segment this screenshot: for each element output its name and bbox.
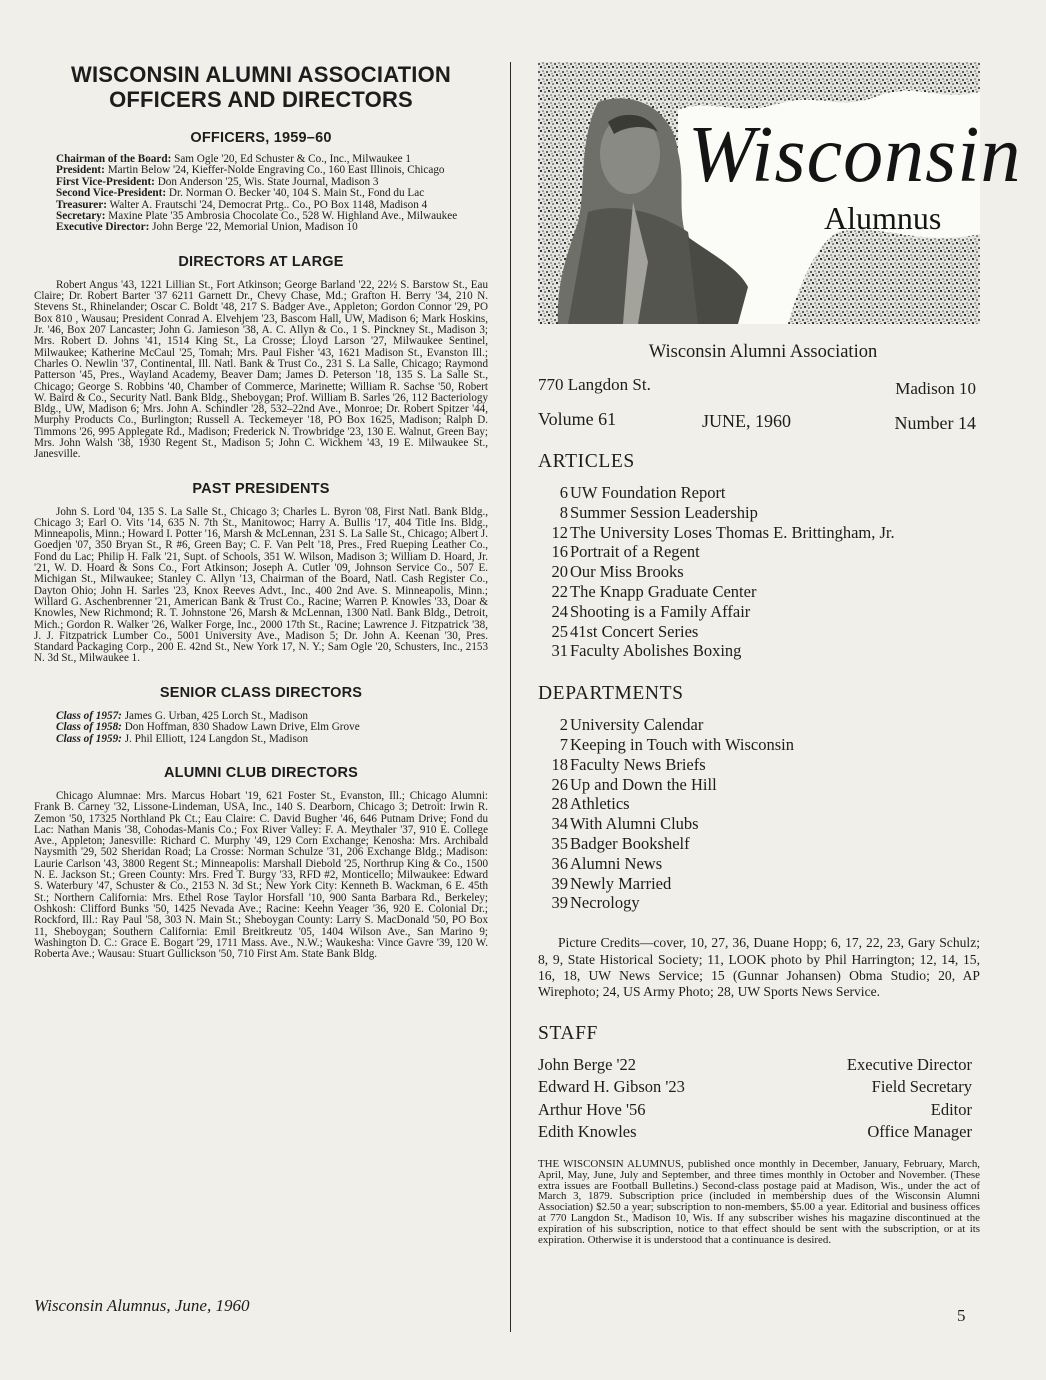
staff-heading: STAFF	[538, 1022, 598, 1044]
toc-title: Athletics	[570, 794, 630, 814]
toc-page-number: 2	[559, 715, 568, 735]
toc-title: Alumni News	[570, 853, 663, 873]
officer-details: Maxine Plate '35 Ambrosia Chocolate Co., 528 W. Highland Ave., Milwaukee	[105, 210, 458, 223]
toc-page-number: 39	[551, 873, 568, 893]
toc-title: Portrait of a Regent	[570, 542, 700, 562]
staff-name: Edward H. Gibson '23	[538, 1077, 685, 1097]
title-line-2: OFFICERS AND DIRECTORS	[109, 87, 413, 112]
toc-title: Summer Session Leadership	[570, 502, 758, 522]
toc-title: Faculty Abolishes Boxing	[570, 641, 742, 661]
officer-details: John Berge '22, Memorial Union, Madison 10	[149, 221, 358, 234]
toc-entry	[538, 715, 980, 735]
left-column	[34, 62, 488, 960]
association-name: Wisconsin Alumni Association	[648, 342, 878, 362]
directors-section	[34, 254, 488, 461]
officer-details: Martin Below '24, Kieffer-Nolde Engraving Co., 160 East Illinois, Chicago	[104, 164, 445, 177]
toc-title: University Calendar	[570, 715, 704, 735]
toc-entry	[538, 893, 980, 913]
toc-title: Shooting is a Family Affair	[570, 601, 751, 621]
toc-entry	[538, 814, 980, 834]
toc-page-number: 20	[551, 562, 568, 582]
toc-title: The Knapp Graduate Center	[570, 581, 757, 601]
toc-page-number: 35	[551, 833, 568, 853]
toc-entry	[538, 641, 980, 661]
toc-entry	[538, 735, 980, 755]
staff-name: Edith Knowles	[538, 1122, 637, 1142]
toc-page-number: 36	[551, 853, 568, 873]
toc-title: Newly Married	[570, 873, 672, 893]
directors-heading: DIRECTORS AT LARGE	[178, 253, 344, 270]
toc-page-number: 25	[551, 621, 568, 641]
toc-entry	[538, 483, 980, 503]
page-title	[34, 62, 488, 112]
masthead	[538, 62, 1022, 324]
senior-director: James G. Urban, 425 Lorch St., Madison	[121, 709, 309, 722]
class-year-label: Class of 1959:	[56, 732, 122, 745]
toc-page-number: 39	[551, 893, 568, 913]
toc-title: The University Loses Thomas E. Brittingham, Jr.	[570, 522, 895, 542]
senior-director: J. Phil Elliott, 124 Langdon St., Madison	[121, 732, 309, 745]
staff-name: John Berge '22	[538, 1054, 636, 1074]
toc-title: 41st Concert Series	[570, 621, 699, 641]
title-line-1: WISCONSIN ALUMNI ASSOCIATION	[71, 62, 451, 87]
toc-entry	[538, 834, 980, 854]
officer-role: Treasurer:	[56, 198, 107, 211]
officer-role: First Vice-President:	[56, 175, 155, 188]
toc-page-number: 7	[559, 734, 568, 754]
toc-page-number: 22	[551, 581, 568, 601]
senior-class-list	[34, 711, 488, 745]
toc-title: Faculty News Briefs	[570, 754, 706, 774]
toc-page-number: 12	[551, 522, 568, 542]
officer-role: President:	[56, 164, 105, 177]
issue-date: JUNE, 1960	[702, 411, 791, 431]
toc-title: Up and Down the Hill	[570, 774, 717, 794]
officer-role: Secretary:	[56, 210, 106, 223]
officers-section	[34, 130, 488, 234]
street-address: 770 Langdon St.	[538, 375, 651, 394]
toc-title: Necrology	[570, 893, 640, 913]
toc-page-number: 26	[551, 774, 568, 794]
past-presidents-section	[34, 481, 488, 665]
officer-details: Dr. Norman O. Becker '40, 104 S. Main St., Fond du Lac	[166, 187, 425, 200]
toc-page-number: 24	[551, 601, 568, 621]
staff-entry	[538, 1100, 980, 1123]
officer-details: Walter A. Frautschi '24, Democrat Prtg.. Co., PO Box 1148, Madison 4	[106, 198, 428, 211]
departments-heading: DEPARTMENTS	[538, 683, 684, 705]
senior-class-entry	[34, 734, 488, 745]
page-number: 5	[957, 1306, 966, 1325]
picture-credits: Picture Credits—cover, 10, 27, 36, Duane Hopp; 6, 17, 22, 23, Gary Schulz; 8, 9, State Historical Society; 11, LOOK photo by Phil Harrington; 12, 14, 15, 16, 18, UW News Service; 15 (Gunnar Johansen) Obma Studio; 20, AP Wirephoto; 24, US Army Photo; 28, UW Sports News Service.	[538, 935, 980, 1000]
toc-page-number: 18	[551, 754, 568, 774]
class-year-label: Class of 1958:	[56, 721, 122, 734]
officers-heading: OFFICERS, 1959–60	[190, 130, 332, 146]
staff-role: Office Manager	[867, 1122, 972, 1142]
toc-page-number: 34	[551, 814, 568, 834]
footer-issue-line: Wisconsin Alumnus, June, 1960	[34, 1296, 250, 1315]
staff-role: Executive Director	[846, 1054, 972, 1074]
staff-name: Arthur Hove '56	[538, 1099, 646, 1119]
toc-entry	[538, 622, 980, 642]
senior-class-section	[34, 685, 488, 745]
officer-details: Don Anderson '25, Wis. State Journal, Madison 3	[154, 175, 379, 188]
club-directors-heading: ALUMNI CLUB DIRECTORS	[163, 764, 359, 781]
toc-entry	[538, 854, 980, 874]
toc-page-number: 16	[551, 542, 568, 562]
toc-entry	[538, 755, 980, 775]
publication-info: THE WISCONSIN ALUMNUS, published once monthly in December, January, February, March, April, May, June, July and September, and three times monthly in October and November. (These extra issues are Football Bulletins.) Second-class postage paid at Madison, Wis., under the act of March 3, 1879. Subscription price (included in membership dues of the Wisconsin Alumni Association) $2.50 a year; subscription to non-members, $5.00 a year. Editorial and business offices at 770 Langdon St., Madison 10, Wis. If any subscriber wishes his magazine discontinued at the expiration of his subscription, notice to that effect should be sent with the subscription, or at its expiration. Otherwise it is understood that a continuance is desired.	[538, 1157, 980, 1247]
officer-role: Executive Director:	[56, 221, 150, 234]
column-divider	[510, 62, 511, 1332]
articles-list	[538, 483, 980, 661]
senior-class-heading: SENIOR CLASS DIRECTORS	[159, 684, 363, 701]
address-line	[538, 369, 980, 398]
staff-list	[538, 1055, 980, 1145]
past-presidents-heading: PAST PRESIDENTS	[192, 480, 330, 497]
officers-list	[34, 154, 488, 234]
toc-entry	[538, 503, 980, 523]
right-column	[538, 62, 1022, 1257]
articles-heading: ARTICLES	[538, 451, 635, 472]
toc-title: UW Foundation Report	[570, 483, 726, 502]
departments-list	[538, 715, 980, 913]
senior-director: Don Hoffman, 830 Shadow Lawn Drive, Elm Grove	[121, 721, 360, 734]
toc-entry	[538, 794, 980, 814]
toc-entry	[538, 542, 980, 562]
city-address: Madison 10	[895, 379, 976, 398]
volume: Volume 61	[538, 409, 617, 429]
officer-entry	[34, 222, 488, 233]
masthead-subtitle: Alumnus	[824, 200, 942, 236]
toc-page-number: 8	[559, 502, 568, 522]
toc-entry	[538, 602, 980, 622]
officer-details: Sam Ogle '20, Ed Schuster & Co., Inc., Milwaukee 1	[171, 153, 412, 165]
toc-title: With Alumni Clubs	[570, 814, 699, 834]
club-directors-section	[34, 765, 488, 960]
past-presidents-text: John S. Lord '04, 135 S. La Salle St., Chicago 3; Charles L. Byron '08, First Natl. Bank Bldg., Chicago 3; Earl O. Vits '14, 635 N. 7th St., Manitowoc; Harry A. Bullis '17, 404 Title Ins. Bldg., Minneapolis, Minn.; Howard I. Potter '16, Marsh & McLennan, 231 S. La Salle St., Chicago; Albert J. Goedjen '07, 350 Bryan St., R #6, Green Bay; C. F. Van Pelt '18, Pres., Fred Rueping Leather Co., Fond du Lac; Philip H. Falk '21, Supt. of Schools, 351 W. Wilson, Madison 3; William D. Hoard, Jr. '21, W. D. Hoard & Sons Co., Fort Atkinson; Joseph A. Cutler '09, Johnson Service Co., 507 E. Michigan St., Milwaukee; Stanley C. Allyn '13, Chairman of the Board, Natl. Cash Register Co., Dayton Ohio; John H. Sarles '23, Knox Reeves Advt., Inc., 400 2nd Ave. S. Minneapolis, Minn.; Willard G. Aschenbrenner '21, American Bank & Trust Co., Racine; Warren P. Knowles '33, Doar & Knowles, New Richmond; R. T. Johnstone '26, Marsh & McLennan, 1300 Natl. Bank Bldg., Detroit, Mich.; Gordon R. Walker '26, Walker Forge, Inc., 2000 17th St., Racine; Lawrence J. Fitzpatrick '38, J. J. Fitzpatrick Lumber Co., 5001 University Ave., Madison 5; Dr. John A. Keenan '30, Pres. Standard Packaging Corp., 200 E. 42nd St., New York 17, N. Y.; Sam Ogle '20, Schusters, Inc., 2153 N. 3d St., Milwaukee 1.	[34, 505, 489, 665]
toc-title: Keeping in Touch with Wisconsin	[570, 734, 794, 754]
toc-entry	[538, 775, 980, 795]
staff-entry	[538, 1055, 980, 1078]
issue-line	[538, 399, 980, 433]
toc-page-number: 28	[551, 794, 568, 814]
staff-entry	[538, 1077, 980, 1100]
staff-entry	[538, 1122, 980, 1145]
toc-page-number: 31	[551, 641, 568, 661]
toc-entry	[538, 523, 980, 543]
issue-number: Number 14	[894, 413, 976, 433]
class-year-label: Class of 1957:	[56, 709, 122, 722]
toc-title: Our Miss Brooks	[570, 562, 684, 582]
staff-role: Field Secretary	[871, 1077, 972, 1097]
staff-role: Editor	[930, 1099, 972, 1119]
toc-entry	[538, 562, 980, 582]
toc-title: Badger Bookshelf	[570, 833, 690, 853]
toc-page-number: 6	[559, 483, 568, 502]
toc-entry	[538, 874, 980, 894]
club-directors-text: Chicago Alumnae: Mrs. Marcus Hobart '19, 621 Foster St., Evanston, Ill.; Chicago Alumni: Frank B. Carney '32, Lissone-Lindeman, USA, Inc., 140 S. Dearborn, Chicago 3; Detroit: Irwin R. Zemon '50, 17325 Northland Pk Ct.; Eau Claire: C. David Bugher '46, 646 Putnam Drive; Fond du Lac: Nathan Manis '38, Cohodas-Manis Co.; Fox River Valley: F. A. Meythaler '37, 910 E. College Ave., Appleton; Janesville: Richard C. Murphy '49, 129 Corn Exchange; Kenosha: Mrs. Archibald Naysmith '29, 502 Sheridan Road; La Crosse: Norman Schulze '31, 206 Exchange Bldg.; Madison: Laurie Carlson '43, 3800 Regent St.; Minneapolis: Marshall Diebold '25, Northrup King & Co., 1500 N. E. Jackson St.; Green County: Mrs. Fred T. Burgy '33, RFD #2, Monticello; Milwaukee: Edward S. Waterbury '47, Schuster & Co., 2153 N. 3d St.; New York City: Kenneth B. Wackman, 6 E. 45th St.; Northern California: Mrs. Ethel Rose Taylor Horsfall '10, 900 Santa Barbara Rd., Berkeley; Oshkosh: Clifford Bunks '50, 1425 Nevada Ave.; Racine: Keehn Yeager '36, 920 E. Colonial Dr.; Rockford, Ill.: Ray Paul '58, 303 N. Main St.; Sheboygan County: Larry S. MacDonald '50, PO Box 11, Sheboygan; Southern California: Emil Breitkreutz '05, 1404 Wilson Ave., San Marino 9; Washington D. C.: Grace E. Bogart '29, 1711 Mass. Ave., N.W.; Waukesha: Vince Gavre '39, 120 W. Roberta Ave.; Wausau: Stuart Gullickson '50, 710 First Am. State Bank Bldg.	[34, 789, 488, 961]
directors-text: Robert Angus '43, 1221 Lillian St., Fort Atkinson; George Barland '22, 22½ S. Barstow St., Eau Claire; Dr. Robert Barter '37 6211 Garnett Dr., Chevy Chase, Md.; Grafton H. Berry '34, 210 N. Stevens St., Rhinelander; Oscar C. Boldt '48, 217 S. Badger Ave., Appleton; Gordon Connor '29, PO Box 810 , Wausau; President Conrad A. Elvehjem '23, Bascom Hall, UW, Madison 6; Mark Hoskins, Jr. '46, Box 207 Lancaster; John G. Jamieson '38, A. C. Allyn & Co., 1 S. Pinckney St., Madison 3; Mrs. Robert D. Johns '41, 1514 King St., La Crosse; Lloyd Larson '27, Milwaukee Sentinel, Milwaukee; Katherine McCaul '25, Tomah; Mrs. Paul Fisher '43, 1621 Madison St., Evanston Ill.; Charles O. Newlin '37, Continental, Ill. Natl. Bank & Trust Co., 231 S. La Salle, Chicago; Raymond Patterson '45, Pres., Wayland Academy, Beaver Dam; James D. Peterson '18, 135 S. La Salle St., Chicago; George S. Robbins '40, Chamber of Commerce, Marinette; William R. Sachse '50, Robert W. Baird & Co., Security Natl. Bank Bldg., Sheboygan; Prof. William B. Sarles '26, 112 Bacteriology Bldg., UW, Madison 6; Mrs. John A. Schindler '28, 532–22nd Ave., Monroe; Dr. Robert Spitzer '44, Murphy Products Co., Burlington; Russell A. Teckemeyer '18, PO Box 1625, Madison; Ralph D. Timmons '26, 995 Applegate Rd., Madison; Frederick N. Trowbridge '23, 130 E. Walnut, Green Bay; Mrs. John Walsh '38, 1930 Regent St., Madison 5; John C. Wickhem '43, 19 E. Milwaukee St., Janesville.	[34, 278, 488, 461]
toc-entry	[538, 582, 980, 602]
officer-role: Chairman of the Board:	[56, 153, 172, 165]
masthead-title: Wisconsin	[688, 111, 1022, 199]
officer-role: Second Vice-President:	[56, 187, 167, 200]
